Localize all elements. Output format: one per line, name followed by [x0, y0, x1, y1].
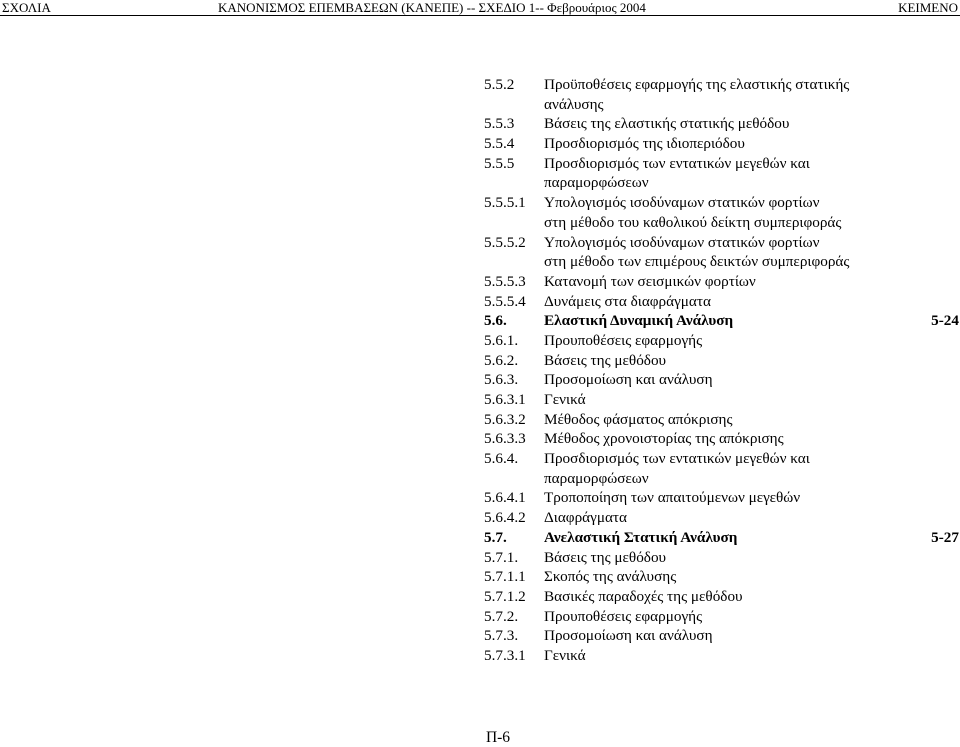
- page-number: Π-6: [485, 729, 511, 746]
- toc-entry-number: 5.5.3: [484, 115, 515, 133]
- toc-entry-title: στη μέθοδο των επιμέρους δεικτών συμπεριφοράς: [544, 253, 850, 271]
- toc-entry: [484, 173, 960, 193]
- toc-entry-title: Βάσεις της μεθόδου: [544, 351, 667, 369]
- table-of-contents: [484, 75, 960, 666]
- toc-entry: [484, 331, 960, 351]
- toc-entry-title: Προυποθέσεις εφαρμογής: [544, 607, 703, 625]
- toc-entry-number: 5.5.5.2: [484, 233, 526, 251]
- toc-entry-number: 5.7.: [484, 528, 507, 546]
- toc-entry-page: 5-27: [931, 528, 959, 546]
- toc-entry: [484, 233, 960, 253]
- toc-entry: [484, 213, 960, 233]
- toc-entry-title: Ανελαστική Στατική Ανάλυση: [544, 528, 738, 546]
- toc-entry-title: παραμορφώσεων: [544, 174, 649, 192]
- toc-entry: [484, 646, 960, 666]
- toc-entry: [484, 272, 960, 292]
- toc-entry: [484, 449, 960, 469]
- toc-entry: [484, 292, 960, 312]
- toc-entry: [484, 95, 960, 115]
- toc-entry-number: 5.5.5: [484, 154, 515, 172]
- toc-entry-number: 5.7.1.1: [484, 568, 526, 586]
- toc-entry-number: 5.6.3.2: [484, 410, 526, 428]
- toc-entry-title: παραμορφώσεων: [544, 469, 649, 487]
- toc-entry-number: 5.6.1.: [484, 331, 519, 349]
- toc-entry-number: 5.5.5.4: [484, 292, 526, 310]
- toc-entry: [484, 154, 960, 174]
- toc-entry-number: 5.7.1.: [484, 548, 519, 566]
- toc-entry-number: 5.6.4.: [484, 450, 519, 468]
- toc-entry: [484, 587, 960, 607]
- header-right-label: ΚΕΙΜΕΝΟ: [898, 0, 958, 15]
- toc-entry-number: 5.5.5.1: [484, 194, 526, 212]
- toc-entry: [484, 488, 960, 508]
- toc-entry: [484, 370, 960, 390]
- toc-entry-title: Προϋποθέσεις εφαρμογής της ελαστικής στατικής: [544, 76, 850, 93]
- toc-entry-title: Προσδιορισμός των εντατικών μεγεθών και: [544, 154, 810, 172]
- toc-entry-number: 5.5.5.3: [484, 272, 526, 290]
- toc-entry: [484, 469, 960, 489]
- toc-entry-title: Βάσεις της μεθόδου: [544, 548, 667, 566]
- toc-entry-title: Μέθοδος φάσματος απόκρισης: [544, 410, 733, 428]
- toc-entry: [484, 508, 960, 528]
- toc-entry-title: Βάσεις της ελαστικής στατικής μεθόδου: [544, 115, 790, 133]
- toc-entry: [484, 75, 960, 95]
- toc-entry-title: Προσδιορισμός της ιδιοπεριόδου: [544, 135, 745, 153]
- toc-entry: [484, 410, 960, 430]
- toc-entry: [484, 626, 960, 646]
- toc-entry-title: Διαφράγματα: [544, 509, 627, 527]
- toc-entry: [484, 429, 960, 449]
- toc-entry-title: στη μέθοδο του καθολικού δείκτη συμπεριφοράς: [544, 213, 842, 231]
- toc-entry-number: 5.7.1.2: [484, 587, 526, 605]
- toc-entry-title: Ελαστική Δυναμική Ανάλυση: [544, 312, 734, 330]
- toc-entry-page: 5-24: [931, 312, 959, 330]
- toc-entry: [484, 390, 960, 410]
- toc-section-heading: [484, 528, 960, 548]
- toc-entry-title: Προσομοίωση και ανάλυση: [544, 371, 713, 389]
- toc-entry-title: Τροποποίηση των απαιτούμενων μεγεθών: [544, 489, 801, 507]
- toc-entry-title: Γενικά: [544, 391, 586, 408]
- toc-entry-title: Υπολογισμός ισοδύναμων στατικών φορτίων: [544, 233, 820, 251]
- toc-entry: [484, 193, 960, 213]
- toc-entry-title: Προσομοίωση και ανάλυση: [544, 627, 713, 645]
- toc-entry-number: 5.5.4: [484, 135, 515, 153]
- header-divider: [0, 15, 960, 16]
- toc-entry-title: Βασικές παραδοχές της μεθόδου: [544, 587, 743, 605]
- toc-section-heading: [484, 311, 960, 331]
- toc-entry-title: Προυποθέσεις εφαρμογής: [544, 331, 703, 349]
- toc-entry-number: 5.7.3.: [484, 627, 519, 645]
- toc-entry: [484, 134, 960, 154]
- toc-entry-number: 5.6.3.3: [484, 430, 526, 448]
- toc-entry-title: Σκοπός της ανάλυσης: [544, 568, 677, 586]
- toc-entry-title: Προσδιορισμός των εντατικών μεγεθών και: [544, 450, 810, 468]
- toc-entry-title: Κατανομή των σεισμικών φορτίων: [544, 272, 756, 290]
- toc-entry: [484, 607, 960, 627]
- toc-entry-number: 5.6.: [484, 312, 507, 330]
- header-left-label: ΣΧΟΛΙΑ: [2, 0, 51, 15]
- toc-entry: [484, 548, 960, 568]
- toc-entry-number: 5.6.4.1: [484, 489, 526, 507]
- toc-entry-title: Υπολογισμός ισοδύναμων στατικών φορτίων: [544, 194, 820, 212]
- page-header: [0, 0, 960, 18]
- toc-entry: [484, 567, 960, 587]
- toc-entry-title: Μέθοδος χρονοιστορίας της απόκρισης: [544, 430, 784, 448]
- toc-entry: [484, 351, 960, 371]
- header-document-title: ΚΑΝΟΝΙΣΜΟΣ ΕΠΕΜΒΑΣΕΩΝ (ΚΑΝΕΠΕ) -- ΣΧΕΔΙΟ 1-- Φεβρουάριος 2004: [218, 0, 646, 15]
- toc-entry: [484, 252, 960, 272]
- toc-entry-number: 5.6.4.2: [484, 509, 526, 527]
- toc-entry-number: 5.6.2.: [484, 351, 519, 369]
- toc-entry-number: 5.6.3.: [484, 371, 519, 389]
- toc-entry-title: Δυνάμεις στα διαφράγματα: [544, 292, 711, 310]
- toc-entry-number: 5.6.3.1: [484, 391, 526, 408]
- toc-entry-number: 5.7.3.1: [484, 646, 526, 664]
- toc-entry-number: 5.7.2.: [484, 607, 519, 625]
- toc-entry-number: 5.5.2: [484, 76, 515, 93]
- toc-entry: [484, 114, 960, 134]
- toc-entry-title: ανάλυσης: [544, 95, 604, 113]
- toc-entry-title: Γενικά: [544, 646, 586, 664]
- page-footer: [0, 729, 960, 747]
